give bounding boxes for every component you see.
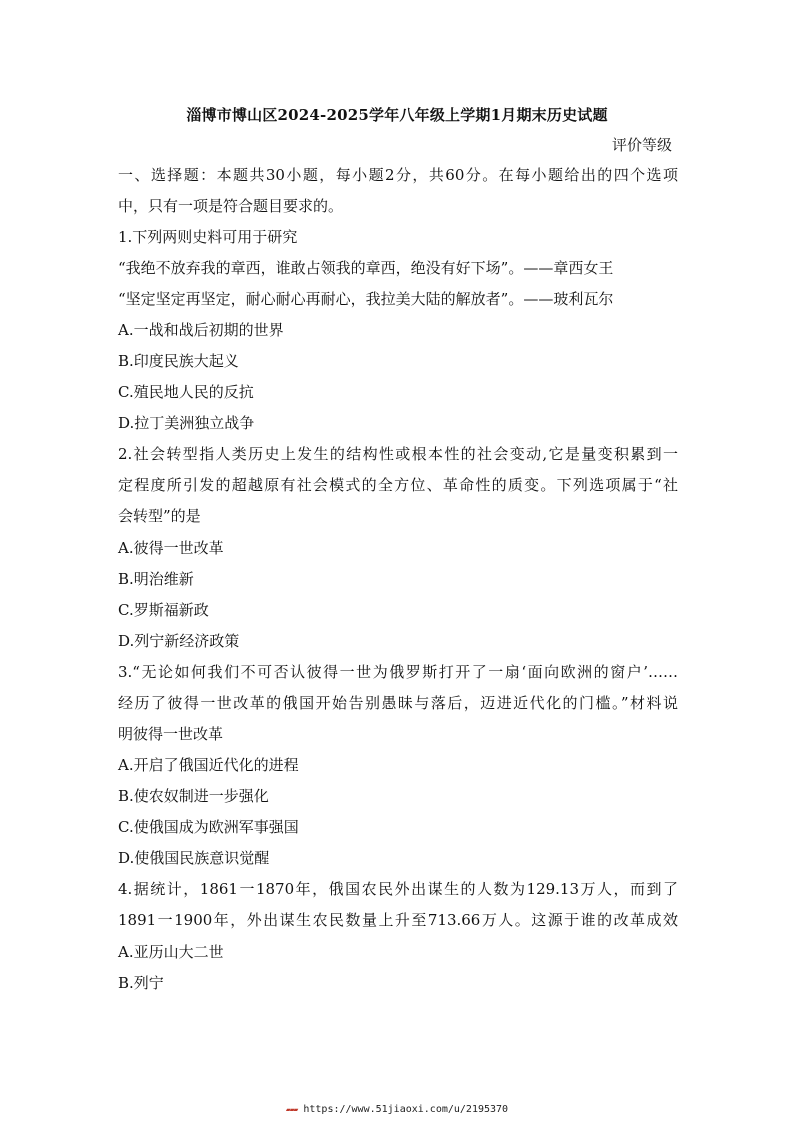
question-2-option-a: A.彼得一世改革 [118, 539, 224, 557]
grade-label: 评价等级 [611, 136, 672, 154]
question-4-option-a: A.亚历山大二世 [118, 943, 224, 961]
question-3-option-d: D.使俄国民族意识觉醒 [118, 849, 270, 867]
question-1-stem: 1.下列两则史料可用于研究 [118, 228, 298, 246]
question-3-option-c: C.使俄国成为欧洲军事强国 [118, 818, 299, 836]
site-logo-icon: ▰▰▰ [285, 1105, 298, 1114]
question-4-stem-line-1: 4.据统计，1861一1870年，俄国农民外出谋生的人数为129.13万人，而到了 [118, 880, 678, 898]
footer-url[interactable]: https://www.51jiaoxi.com/u/2195370 [303, 1104, 509, 1115]
section-instructions-line-2: 中，只有一项是符合题目要求的。 [118, 197, 344, 215]
question-4-stem-line-2: 1891一1900年，外出谋生农民数量上升至713.66万人。这源于谁的改革成效 [118, 911, 678, 929]
question-2-stem-line-1: 2.社会转型指人类历史上发生的结构性或根本性的社会变动,它是量变积累到一 [118, 445, 678, 463]
question-1-quote-2: “坚定坚定再坚定，耐心耐心再耐心，我拉美大陆的解放者”。——玻利瓦尔 [118, 290, 614, 308]
question-2-stem-line-2: 定程度所引发的超越原有社会模式的全方位、革命性的质变。下列选项属于“社 [118, 476, 678, 494]
question-1-option-d: D.拉丁美洲独立战争 [118, 414, 255, 432]
exam-title: 淄博市博山区2024-2025学年八年级上学期1月期末历史试题 [186, 106, 608, 124]
question-2-option-b: B.明治维新 [118, 570, 194, 588]
question-3-stem-line-2: 经历了彼得一世改革的俄国开始告别愚昧与落后，迈进近代化的门槛。”材料说 [118, 694, 678, 712]
section-instructions-line-1: 一、选择题：本题共30小题，每小题2分，共60分。在每小题给出的四个选项 [118, 166, 678, 184]
question-2-option-c: C.罗斯福新政 [118, 601, 209, 619]
question-1-option-b: B.印度民族大起义 [118, 352, 239, 370]
question-3-stem-line-3: 明彼得一世改革 [118, 725, 224, 743]
question-4-option-b: B.列宁 [118, 974, 164, 992]
question-1-option-c: C.殖民地人民的反抗 [118, 383, 254, 401]
question-3-stem-line-1: 3.“无论如何我们不可否认彼得一世为俄罗斯打开了一扇‘面向欧洲的窗户’…… [118, 663, 678, 681]
page-footer [0, 1104, 794, 1115]
question-1-option-a: A.一战和战后初期的世界 [118, 321, 284, 339]
question-3-option-b: B.使农奴制进一步强化 [118, 787, 269, 805]
question-2-stem-line-3: 会转型”的是 [118, 507, 201, 525]
question-1-quote-1: “我绝不放弃我的章西，谁敢占领我的章西，绝没有好下场”。——章西女王 [118, 259, 614, 277]
question-2-option-d: D.列宁新经济政策 [118, 632, 240, 650]
question-3-option-a: A.开启了俄国近代化的进程 [118, 756, 299, 774]
